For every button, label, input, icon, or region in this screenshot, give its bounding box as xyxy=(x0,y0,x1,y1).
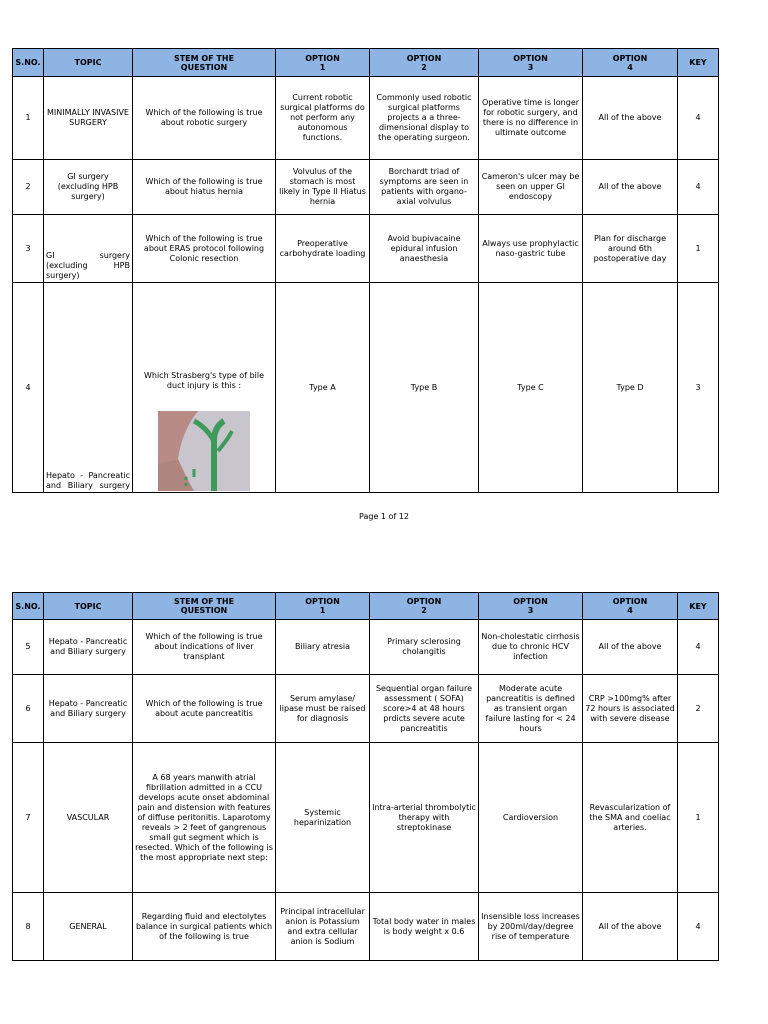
header-stem: STEM OF THE QUESTION xyxy=(133,49,276,77)
table-header-row xyxy=(13,49,719,77)
cell-option-2: Avoid bupivacaine epidural infusion anaesthesia xyxy=(370,215,479,283)
cell-topic: GI surgery (excluding HPB surgery) xyxy=(44,160,133,215)
cell-key: 4 xyxy=(678,620,719,675)
cell-stem: Which of the following is true about hiatus hernia xyxy=(133,160,276,215)
cell-stem: A 68 years manwith atrial fibrillation admitted in a CCU develops acute onset abdominal pain and distension with features of diffuse peritonitis. Laparotomy reveals > 2 feet of gangrenous small gut segment which is resected. Which of the following is the most appropriate next step: xyxy=(133,743,276,893)
cell-sno: 1 xyxy=(13,77,44,160)
table-row xyxy=(13,743,719,893)
table-row xyxy=(13,160,719,215)
cell-stem: Which of the following is true about indications of liver transplant xyxy=(133,620,276,675)
cell-option-2: Borchardt triad of symptoms are seen in patients with organo-axial volvulus xyxy=(370,160,479,215)
cell-option-4: Revascularization of the SMA and coeliac arteries. xyxy=(583,743,678,893)
table-row xyxy=(13,77,719,160)
header-option-1: OPTION 1 xyxy=(276,593,370,620)
cell-option-1: Current robotic surgical platforms do not perform any autonomous functions. xyxy=(276,77,370,160)
cell-option-4: All of the above xyxy=(583,77,678,160)
cell-stem: Regarding fluid and electolytes balance in surgical patients which of the following is true xyxy=(133,893,276,961)
cell-option-2: Sequential organ failure assessment ( SOFA) score>4 at 48 hours prdicts severe acute pancreatitis xyxy=(370,675,479,743)
cell-stem-text: Which Strasberg's type of bile duct injury is this : xyxy=(143,371,265,390)
cell-topic: Hepato - Pancreatic and Biliary surgery xyxy=(44,620,133,675)
cell-sno: 6 xyxy=(13,675,44,743)
bile-duct-injury-figure xyxy=(158,411,250,491)
header-topic: TOPIC xyxy=(44,593,133,620)
cell-key: 3 xyxy=(678,283,719,493)
cell-option-1: Serum amylase/ lipase must be raised for diagnosis xyxy=(276,675,370,743)
cell-topic: Hepato - Pancreatic and Biliary surgery xyxy=(44,675,133,743)
header-sno: S.NO. xyxy=(13,593,44,620)
cell-option-3: Non-cholestatic cirrhosis due to chronic HCV infection xyxy=(479,620,583,675)
cell-stem xyxy=(133,283,276,493)
header-option-3: OPTION 3 xyxy=(479,49,583,77)
cell-sno: 4 xyxy=(13,283,44,493)
cell-topic: GENERAL xyxy=(44,893,133,961)
cell-option-3: Moderate acute pancreatitis is defined as transient organ failure lasting for < 24 hours xyxy=(479,675,583,743)
cell-sno: 7 xyxy=(13,743,44,893)
cell-option-4: Type D xyxy=(583,283,678,493)
cell-option-1: Volvulus of the stomach is most likely in Type II Hiatus hernia xyxy=(276,160,370,215)
cell-option-2: Intra-arterial thrombolytic therapy with streptokinase xyxy=(370,743,479,893)
cell-option-2: Primary sclerosing cholangitis xyxy=(370,620,479,675)
header-option-2: OPTION 2 xyxy=(370,593,479,620)
cell-option-4: All of the above xyxy=(583,160,678,215)
cell-sno: 3 xyxy=(13,215,44,283)
cell-option-3: Type C xyxy=(479,283,583,493)
cell-sno: 8 xyxy=(13,893,44,961)
header-topic: TOPIC xyxy=(44,49,133,77)
header-option-4: OPTION 4 xyxy=(583,593,678,620)
page-number: Page 1 of 12 xyxy=(359,512,409,521)
cell-option-3: Always use prophylactic naso-gastric tube xyxy=(479,215,583,283)
cell-stem: Which of the following is true about acute pancreatitis xyxy=(133,675,276,743)
cell-option-1: Preoperative carbohydrate loading xyxy=(276,215,370,283)
cell-sno: 2 xyxy=(13,160,44,215)
table-row xyxy=(13,283,719,493)
table-row xyxy=(13,675,719,743)
cell-option-3: Cardioversion xyxy=(479,743,583,893)
cell-key: 4 xyxy=(678,77,719,160)
question-table-page-1 xyxy=(12,48,719,493)
cell-option-4: CRP >100mg% after 72 hours is associated with severe disease xyxy=(583,675,678,743)
cell-sno: 5 xyxy=(13,620,44,675)
header-sno: S.NO. xyxy=(13,49,44,77)
cell-option-2: Type B xyxy=(370,283,479,493)
header-key: KEY xyxy=(678,593,719,620)
cell-option-1: Biliary atresia xyxy=(276,620,370,675)
cell-key: 2 xyxy=(678,675,719,743)
cell-topic-text: GI surgery (excluding HPB surgery) xyxy=(46,251,130,280)
cell-option-3: Operative time is longer for robotic surgery, and there is no difference in ultimate outcome xyxy=(479,77,583,160)
header-key: KEY xyxy=(678,49,719,77)
cell-option-2: Total body water in males is body weight x 0.6 xyxy=(370,893,479,961)
cell-stem: Which of the following is true about ERAS protocol following Colonic resection xyxy=(133,215,276,283)
cell-topic: VASCULAR xyxy=(44,743,133,893)
cell-option-4: Plan for discharge around 6th postoperative day xyxy=(583,215,678,283)
cell-option-3: Cameron's ulcer may be seen on upper GI endoscopy xyxy=(479,160,583,215)
cell-topic xyxy=(44,283,133,493)
header-option-1: OPTION 1 xyxy=(276,49,370,77)
cell-key: 4 xyxy=(678,160,719,215)
cell-stem: Which of the following is true about robotic surgery xyxy=(133,77,276,160)
cell-topic: MINIMALLY INVASIVE SURGERY xyxy=(44,77,133,160)
cell-key: 4 xyxy=(678,893,719,961)
cell-key: 1 xyxy=(678,743,719,893)
table-row xyxy=(13,215,719,283)
cell-topic xyxy=(44,215,133,283)
header-option-2: OPTION 2 xyxy=(370,49,479,77)
cell-option-2: Commonly used robotic surgical platforms projects a a three-dimensional display to the operating surgeon. xyxy=(370,77,479,160)
cell-topic-text: Hepato - Pancreatic and Biliary surgery xyxy=(46,471,130,490)
table-row xyxy=(13,620,719,675)
table-row xyxy=(13,893,719,961)
cell-option-4: All of the above xyxy=(583,620,678,675)
cell-option-1: Principal intracellular anion is Potassium and extra cellular anion is Sodium xyxy=(276,893,370,961)
table-header-row xyxy=(13,593,719,620)
cell-option-1: Systemic heparinization xyxy=(276,743,370,893)
cell-option-4: All of the above xyxy=(583,893,678,961)
header-stem: STEM OF THE QUESTION xyxy=(133,593,276,620)
cell-option-3: Insensible loss increases by 200ml/day/degree rise of temperature xyxy=(479,893,583,961)
question-table-page-2 xyxy=(12,592,719,961)
header-option-4: OPTION 4 xyxy=(583,49,678,77)
cell-key: 1 xyxy=(678,215,719,283)
header-option-3: OPTION 3 xyxy=(479,593,583,620)
cell-option-1: Type A xyxy=(276,283,370,493)
